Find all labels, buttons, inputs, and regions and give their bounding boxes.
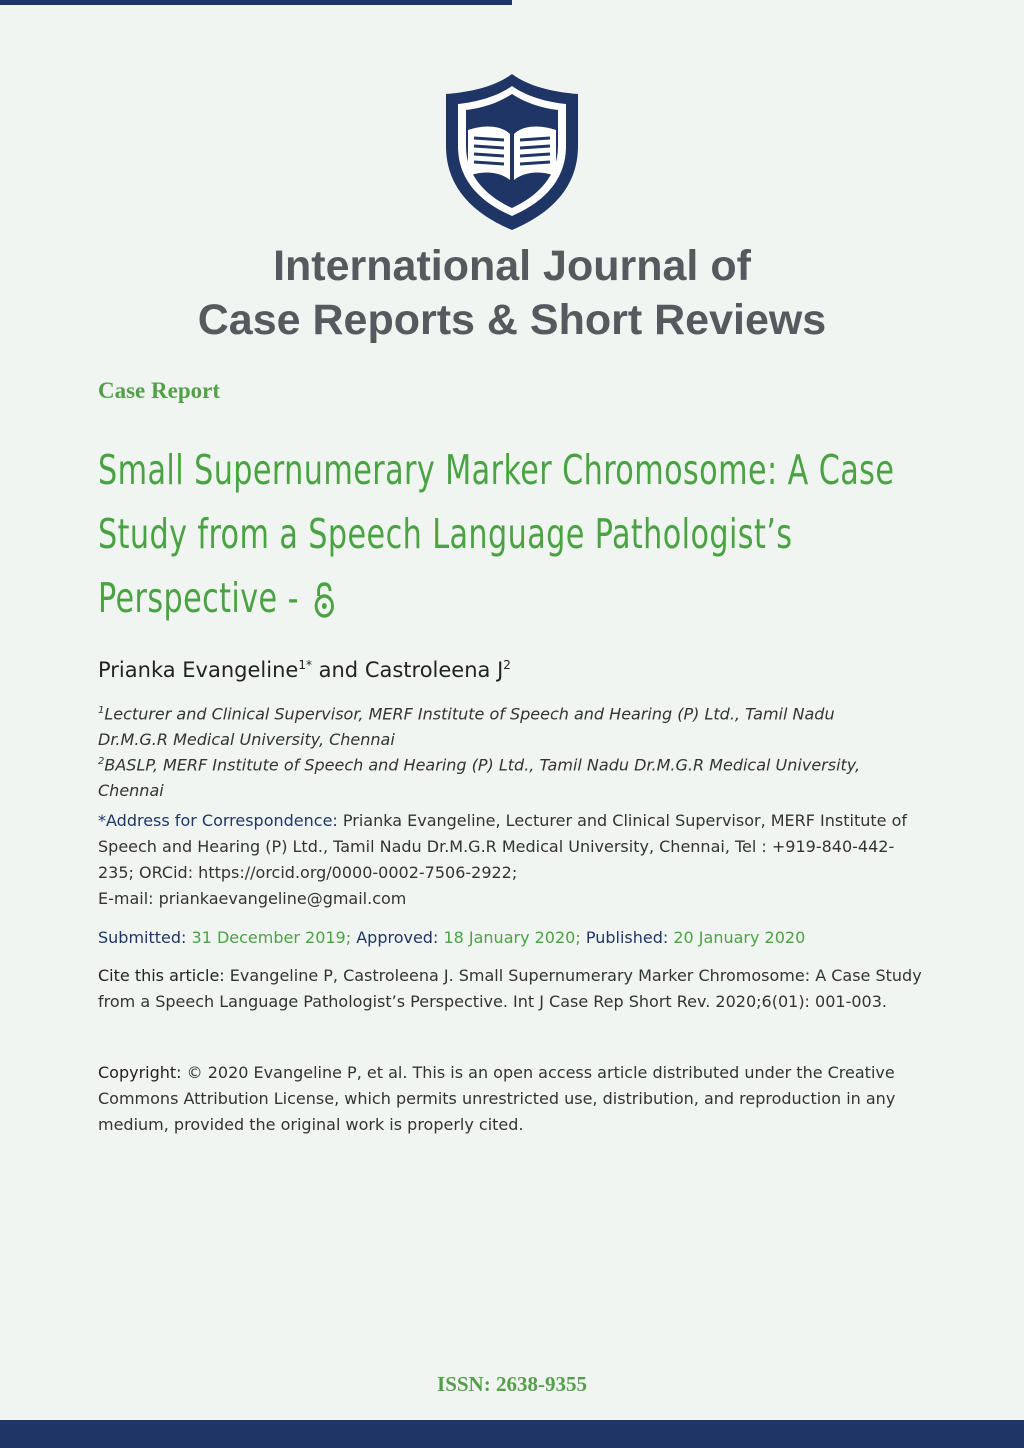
article-dates — [98, 928, 805, 947]
correspondence — [98, 808, 928, 912]
article-title — [98, 438, 926, 630]
email-link[interactable]: priankaevangeline@gmail.com — [158, 889, 407, 908]
approved-label: Approved: — [356, 928, 444, 947]
top-accent-bar — [0, 0, 512, 5]
submitted-date: 31 December 2019; — [191, 928, 357, 947]
affiliation-2 — [98, 749, 898, 804]
author-sup: 2 — [503, 658, 511, 672]
affiliation-text: Lecturer and Clinical Supervisor, MERF Institute of Speech and Hearing (P) Ltd., Tamil Nadu Dr.M.G.R Medical University, Chennai — [98, 704, 835, 750]
affiliation-1 — [98, 698, 898, 753]
citation-label: Cite this article: — [98, 966, 225, 985]
published-label: Published: — [585, 928, 674, 947]
copyright-label: Copyright: — [98, 1063, 182, 1082]
submitted-label: Submitted: — [98, 928, 192, 947]
author-name: Prianka Evangeline — [98, 658, 299, 682]
journal-title-line2: Case Reports & Short Reviews — [197, 296, 827, 344]
open-lock-icon[interactable] — [314, 582, 335, 618]
author-list — [98, 658, 511, 682]
issn: ISSN: 2638-9355 — [437, 1372, 587, 1396]
citation — [98, 963, 928, 1015]
article-title-text: Small Supernumerary Marker Chromosome: A Case Study from a Speech Language Pathologist’s Perspective - — [98, 446, 895, 622]
published-date: 20 January 2020 — [673, 928, 806, 947]
journal-title-line1: International Journal of — [273, 242, 751, 290]
affiliation-sup: 1 — [98, 705, 105, 716]
article-type: Case Report — [98, 378, 220, 403]
copyright — [98, 1060, 928, 1138]
author-sup: 1* — [298, 658, 312, 672]
author-name: Castroleena J — [364, 658, 504, 682]
bottom-accent-bar — [0, 1420, 1024, 1448]
correspondence-label: *Address for Correspondence: — [98, 811, 338, 830]
affiliation-sup: 2 — [98, 756, 105, 767]
shield-book-icon — [438, 72, 586, 232]
author-joiner: and — [311, 658, 365, 682]
affiliation-text: BASLP, MERF Institute of Speech and Hearing (P) Ltd., Tamil Nadu Dr.M.G.R Medical University, Chennai — [98, 755, 861, 801]
citation-text: Evangeline P, Castroleena J. Small Supernumerary Marker Chromosome: A Case Study from a Speech Language Pathologist’s Perspective. Int J Case Rep Short Rev. 2020;6(01): 001-003. — [98, 966, 922, 1011]
email-label: E-mail: — [98, 889, 159, 908]
copyright-text: © 2020 Evangeline P, et al. This is an open access article distributed under the Creative Commons Attribution License, which permits unrestricted use, distribution, and reproduction in any medium, provided the original work is properly cited. — [98, 1063, 896, 1134]
approved-date: 18 January 2020; — [443, 928, 586, 947]
correspondence-text: Prianka Evangeline, Lecturer and Clinical Supervisor, MERF Institute of Speech and Hearing (P) Ltd., Tamil Nadu Dr.M.G.R Medical University, Chennai, Tel : +919-840-442-235; ORCid: https://orcid.org/0000-0002-7506-2922; — [98, 811, 908, 882]
